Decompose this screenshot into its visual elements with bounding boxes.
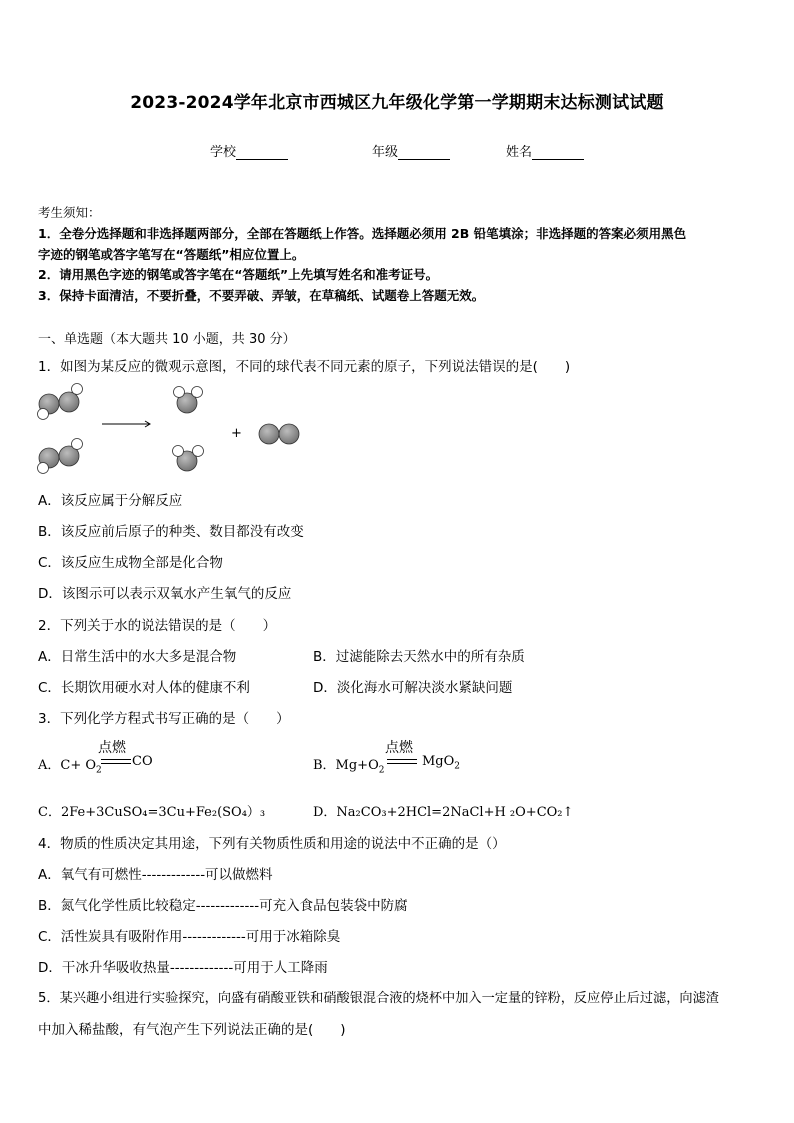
question-2-stem: 2．下列关于水的说法错误的是（ ）	[38, 618, 277, 634]
grade-label: 年级	[372, 145, 399, 160]
notice-item-2: 2．请用黑色字迹的钢笔或答字笔在“答题纸”上先填写姓名和准考证号。	[38, 267, 439, 282]
option-a-product: CO	[132, 754, 153, 769]
option-b-reactants: B．Mg+O	[313, 758, 379, 773]
question-3-option-a	[38, 754, 102, 776]
page-title: 2023-2024学年北京市西城区九年级化学第一学期期末达标测试试题	[130, 93, 664, 113]
question-2-option-c: C．长期饮用硬水对人体的健康不利	[38, 680, 250, 696]
name-label: 姓名	[506, 145, 533, 160]
question-3-option-d: D．Na₂CO₃+2HCl=2NaCl+H ₂O+CO₂↑	[313, 805, 574, 820]
question-3-option-b	[313, 754, 384, 776]
question-1-option-a: A．该反应属于分解反应	[38, 493, 183, 509]
question-3-option-c: C．2Fe+3CuSO₄=3Cu+Fe₂(SO₄）₃	[38, 805, 266, 820]
option-b-subscript: 2	[378, 765, 385, 776]
question-4-stem: 4．物质的性质决定其用途，下列有关物质性质和用途的说法中不正确的是（）	[38, 836, 506, 852]
section-heading: 一、单选题（本大题共 10 小题，共 30 分）	[38, 332, 296, 347]
question-1-option-d: D．该图示可以表示双氧水产生氧气的反应	[38, 586, 292, 602]
question-1-option-b: B．该反应前后原子的种类、数目都没有改变	[38, 524, 304, 540]
question-2-option-a: A．日常生活中的水大多是混合物	[38, 649, 237, 665]
question-1-stem: 1．如图为某反应的微观示意图，不同的球代表不同元素的原子，下列说法错误的是( )	[38, 359, 571, 375]
school-label: 学校	[210, 145, 237, 160]
reactant-molecule-1	[38, 384, 83, 420]
question-3-stem: 3．下列化学方程式书写正确的是（ ）	[38, 711, 290, 727]
product-molecule-1	[174, 387, 203, 414]
reaction-arrow	[102, 421, 150, 427]
option-a-condition: 点燃	[98, 740, 126, 756]
reactant-molecule-2	[38, 439, 83, 474]
notice-item-3: 3．保持卡面清洁，不要折叠，不要弄破、弄皱，在草稿纸、试题卷上答题无效。	[38, 288, 485, 303]
option-a-equals-bar	[101, 759, 131, 764]
question-5-stem-line-2: 中加入稀盐酸，有气泡产生下列说法正确的是( )	[38, 1022, 346, 1038]
notice-item-1b: 字迹的钢笔或答字笔写在“答题纸”相应位置上。	[38, 247, 305, 262]
option-b-product-formula: MgO	[422, 754, 455, 769]
school-blank	[236, 147, 288, 160]
question-4-option-b: B．氮气化学性质比较稳定-------------可充入食品包装袋中防腐	[38, 898, 408, 914]
option-b-condition: 点燃	[385, 740, 413, 756]
name-blank	[532, 147, 584, 160]
grade-blank	[398, 147, 450, 160]
option-b-product-subscript: 2	[454, 761, 461, 772]
product-molecule-3	[259, 424, 299, 444]
notice-heading: 考生须知：	[38, 205, 101, 220]
question-2-option-b: B．过滤能除去天然水中的所有杂质	[313, 649, 525, 665]
option-a-reactants: A．C+ O	[38, 758, 97, 773]
grade-field	[372, 141, 450, 160]
question-2-option-d: D．淡化海水可解决淡水紧缺问题	[313, 680, 513, 696]
option-b-equals-bar	[387, 759, 417, 764]
question-4-option-d: D．干冰升华吸收热量-------------可用于人工降雨	[38, 960, 328, 976]
name-field	[506, 141, 584, 160]
product-molecule-2	[173, 446, 204, 472]
reaction-diagram	[32, 382, 312, 480]
notice-item-1a: 1．全卷分选择题和非选择题两部分，全部在答题纸上作答。选择题必须用 2B 铅笔填涂；非选择题的答案必须用黑色	[38, 226, 687, 241]
question-4-option-c: C．活性炭具有吸附作用-------------可用于冰箱除臭	[38, 929, 341, 945]
option-a-subscript: 2	[96, 765, 102, 776]
question-4-option-a: A．氧气有可燃性-------------可以做燃料	[38, 867, 273, 883]
school-field	[210, 141, 288, 160]
plus-sign: +	[231, 426, 242, 441]
question-5-stem-line-1: 5．某兴趣小组进行实验探究，向盛有硝酸亚铁和硝酸银混合液的烧杯中加入一定量的锌粉，反应停止后过滤，向滤渣	[38, 991, 719, 1006]
option-b-product	[422, 754, 460, 772]
question-1-option-c: C．该反应生成物全部是化合物	[38, 555, 223, 571]
